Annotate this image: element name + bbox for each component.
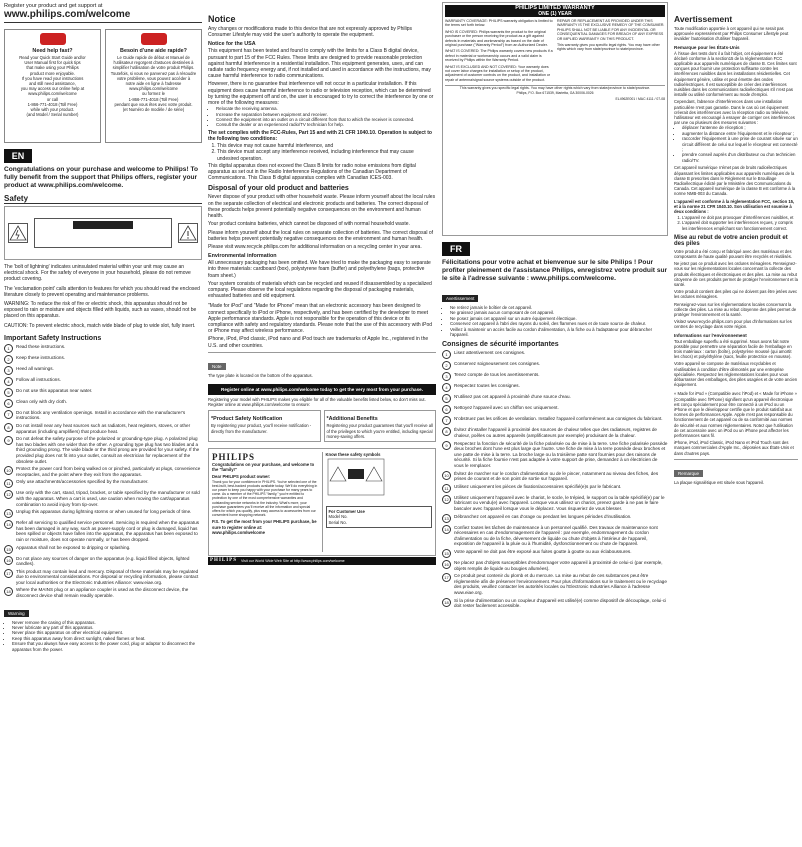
fr-warning-list	[442, 305, 668, 337]
step-text: Do not use this apparatus near water.	[16, 387, 93, 393]
philips-card-right	[322, 452, 433, 552]
help-line-fr: l'utilisateur regorgent d'astuces destinées à	[113, 60, 194, 66]
benefit-safety-title: *Product Safety Notification	[211, 416, 283, 423]
notice-condition: 1. This device may not cause harmful interference, and	[217, 143, 436, 149]
step-text: Tenez compte de tous les avertissements.	[454, 372, 540, 378]
help-line-fr: 1-866-771-4018 (Toll Free)	[128, 96, 179, 102]
notice-p3: However, there is no guarantee that interference will not occur in a particular installation. If this equipment does cause harmful interference to radio or television reception, which can be determined by turning the equipment off and on, the user is encouraged to try to correct the interference by one or more of the following measures:	[208, 81, 434, 107]
column-warranty-french	[442, 0, 668, 611]
card-tagline: Congratulations on your purchase, and welcome to the "family!"	[212, 461, 315, 473]
notice-bullet: • Consult the dealer or an experienced radio/TV technician for help.	[216, 122, 436, 127]
disposal-p5: All unnecessary packaging has been omitted. We have tried to make the packaging easy to separate into three materials: cardboard (box), polystyrene foam (buffer) and polyethylene (bags, protective foam sheet.)	[208, 260, 431, 279]
exclamation-icon	[178, 223, 198, 243]
instruction-item	[4, 569, 202, 586]
step-text: Évitez d'installer l'appareil à proximité des sources de chaleur telles que des radiateurs, registres de chaleur, poêles ou autres appareils (amplificateurs par exemple) produisant de la chaleur.	[454, 427, 657, 439]
lang-badge-en: EN	[4, 149, 32, 163]
fr-consigne-item	[442, 361, 668, 370]
warning-item: • Keep this apparatus away from direct sunlight, naked flames or heat.	[12, 636, 202, 641]
help-leaflet-fr	[105, 29, 202, 143]
warranty-p1: WARRANTY COVERAGE: PHILIPS warranty obligation is limited to the terms set forth below.	[445, 19, 553, 28]
instructions-title: Important Safety Instructions	[4, 334, 102, 342]
warranty-card	[442, 2, 668, 236]
fr-consigne-item	[442, 495, 668, 512]
step-number: 5	[442, 394, 451, 403]
benefit-additional-text: Registering your product guarantees that you'll receive all of the privileges to which you're entitled, including special money-saving offers.	[326, 423, 433, 439]
notice-p1: Any changes or modifications made to this device that are not expressly approved by Philips Consumer Lifestyle may void the user's authority to operate the equipment.	[208, 26, 412, 39]
step-text: Apparatus shall not be exposed to dripping or splashing.	[16, 544, 131, 550]
step-text: Respectez toutes les consignes.	[454, 383, 520, 389]
step-text: Évitez de marcher sur le cordon d'alimentation ou de le pincer, notamment au niveau des fiches, des prises de courant et de son point de sortie sur l'appareil.	[454, 470, 659, 482]
step-number: 4	[4, 377, 13, 386]
step-text: Si la prise d'alimentation ou un coupleur d'appareil est utilisé(e) comme dispositif de découplage, celui-ci doit rester facilement accessible.	[454, 597, 667, 609]
warranty-p4: WHAT IS EXCLUDED AND NOT COVERED: Your warranty does not cover labor charges for installation or setup of the product, adjustment of customer controls on the product, and installation or repair of antenna/signal source systems outside of the product.	[445, 64, 551, 82]
fr-e2: Votre appareil se compose de matériaux recyclables et réutilisables à condition d'être démontés par une entreprise spécialisée. Respectez les réglementations locales pour vous débarrasser des emballages, des piles usagées et de votre ancien équipement.	[674, 361, 798, 388]
step-text: Only use attachments/accessories specified by the manufacturer.	[16, 479, 149, 485]
card-url[interactable]: www.philips.com/welcome	[212, 529, 265, 535]
step-text: Utilisez uniquement l'appareil avec le chariot, le socle, le trépied, le support ou la table spécifié(e) par le fabricant ou vendu(e) avec l'appareil. Lorsque vous utilisez un chariot, prenez garde à ne pas le faire basculer avec l'appareil lorsque vous le déplacez. Vous risqueriez de vous blesser.	[454, 494, 665, 511]
step-text: N'obstruez pas les orifices de ventilation. Installez l'appareil conformément aux consignes du fabricant.	[454, 416, 663, 422]
help-line-fr: www.philips.com/welcome	[129, 86, 178, 92]
fr-consigne-item	[442, 560, 668, 571]
customer-use-title: For Customer Use	[328, 509, 365, 515]
disposal-title: Disposal of your old product and batteries	[208, 185, 349, 193]
step-number: 7	[442, 416, 451, 425]
fr-warning-item: • Conservez cet appareil à l'abri des rayons du soleil, des flammes nues et de toute source de chaleur.	[450, 321, 668, 326]
step-text: Clean only with dry cloth.	[16, 398, 68, 404]
step-text: Ce produit peut contenir du plomb et du mercure. La mise au rebut de ces substances peut être réglementée afin de préserver l'environnement. Pour plus d'informations sur le traitement ou le recyclage des produits, veuillez contacter les autorités locales ou l'Electronic Industries Alliance à l'adresse www.eiae.org.	[454, 573, 667, 595]
fr-consigne-item	[442, 514, 668, 523]
fr-d2: Ne jetez pas ce produit avec les ordures ménagères. Renseignez-vous sur les réglementations locales concernant la collecte des produits électriques et électroniques et des piles. La mise au rebut citoyenne de ces produits permet de protéger l'environnement et la santé.	[674, 261, 798, 287]
help-line-fr: votre problème, vous pouvez accéder à	[116, 75, 191, 81]
philips-logo: PHILIPS	[212, 451, 256, 462]
column-notice	[208, 0, 436, 565]
column-english-safety	[4, 0, 202, 652]
instruction-item	[4, 479, 202, 488]
fr-consigne-item	[442, 471, 668, 482]
fr-intro: Félicitations pour votre achat et bienvenue sur le site Philips ! Pour profiter pleinement de l'assistance Philips, enregistrez votre produit sur le site à l'adresse suivante : www.philips.com/welcome.	[442, 259, 668, 282]
note-tab: Note	[208, 363, 226, 370]
step-number: 4	[442, 383, 451, 392]
help-leaflet	[4, 29, 202, 143]
benefit-additional	[324, 410, 437, 442]
help-line: User Manual first for quick tips	[24, 60, 81, 66]
notice-title: Notice	[208, 14, 236, 24]
notice-p5: This digital apparatus does not exceed the Class B limits for radio noise emissions from digital apparatus as set out in the Radio Interference Regulations of the Canadian Department of Communications. This Class B digital apparatus complies with Canadian ICES-003.	[208, 162, 416, 182]
fr-warning-item: • Ne graissez jamais aucun composant de cet appareil.	[450, 310, 668, 315]
fr-note-box	[674, 459, 798, 485]
footer-logo: PHILIPS	[210, 558, 238, 564]
env-title: Environmental information	[208, 253, 277, 260]
safety-symbols-title: Know these safety symbols	[325, 451, 381, 457]
step-number: 17	[442, 573, 451, 582]
fr-consigne-item	[442, 525, 668, 547]
fr-d3: Votre produit contient des piles qui ne doivent pas être jetées avec les ordures ménagères.	[674, 289, 798, 300]
fr-consigne-item	[442, 394, 668, 403]
step-number: 15	[4, 545, 13, 554]
model-field[interactable]: Model No.	[328, 514, 348, 520]
step-text: Débranchez cet appareil en cas d'orage ou pendant les longues périodes d'inutilisation.	[454, 513, 632, 519]
fr-e4: iPhone, iPod, iPod Classic, iPod Nano et iPod Touch sont des marques commerciales d'Apple Inc., déposées aux États-Unis et dans d'autres pays.	[674, 440, 794, 456]
lightning-icon	[8, 223, 28, 243]
step-number: 8	[442, 427, 451, 436]
warranty-title: PHILIPS LIMITED WARRANTY	[445, 5, 665, 11]
fr-consigne-item	[442, 573, 668, 595]
instruction-item	[4, 399, 202, 408]
step-number: 11	[442, 484, 451, 493]
help-line: 1-866-771-4018 (Toll Free)	[27, 101, 78, 107]
step-text: This product may contain lead and mercury. Disposal of these materials may be regulated due to environmental considerations. For disposal or recycling information, please contact your local authorities or the Electronic Industries Alliance: www.eiae.org.	[16, 568, 199, 585]
register-bar: Register online at www.philips.com/welcome today to get the very most from your purchase.	[208, 384, 436, 395]
step-number: 12	[4, 490, 13, 499]
step-number: 7	[4, 410, 13, 419]
help-line: (and Model / Serial number)	[26, 112, 79, 118]
fr-notice-title: Avertissement	[674, 14, 733, 24]
warning-item: • Ensure that you always have easy access to the power cord, plug or adaptor to disconnect the apparatus from the power.	[12, 641, 202, 652]
benefit-safety-text: By registering your product, you'll receive notification - directly from the manufacturer.	[211, 423, 312, 434]
step-number: 2	[442, 361, 451, 370]
warranty-left	[445, 19, 553, 82]
notice-p2: This equipment has been tested and found to comply with the limits for a Class B digital device, pursuant to part 15 of the FCC Rules. These limits are designed to provide reasonable protection against harmful interference in a residential installation. This equipment generates, uses, and can radiate radio frequency energy and, if not installed and used in accordance with the instructions, may cause harmful interference to radio communications.	[208, 48, 431, 80]
fr-usa: Remarque pour les États-Unis	[674, 44, 740, 50]
notice-usa: Notice for the USA	[208, 41, 256, 48]
step-number: 15	[442, 549, 451, 558]
disposal-p7: "Made for iPod" and "Made for iPhone" mean that an electronic accessory has been designed to connect specifically to iPod or iPhone, respectively, and has been certified by the developer to meet Apple performance standards. Apple is not responsible for the operation of this device or its compliance with safety and regulatory standards. Please note that the use of this accessory with iPod or iPhone may affect wireless performance.	[208, 303, 433, 335]
fr-d4: Renseignez-vous sur les réglementations locales concernant la collecte des piles. La mise au rebut citoyenne des piles permet de protéger l'environnement et la santé.	[674, 301, 797, 317]
instruction-item	[4, 388, 202, 397]
safety-title: Safety	[4, 194, 202, 204]
fr-consigne-item	[442, 350, 668, 359]
notice-condition: 2. This device must accept any interference received, including interference that may cause undesired operation.	[217, 149, 436, 161]
fr-consigne-item	[442, 405, 668, 414]
warning-item: • Never place this apparatus on other electrical equipment.	[12, 630, 202, 635]
help-title-fr: Besoin d'une aide rapide?	[120, 48, 187, 54]
instruction-item	[4, 545, 202, 554]
step-number: 8	[4, 423, 13, 432]
fr-e3: « Made for iPod » (Compatible avec l'iPod) et « Made for iPhone » (Compatible avec l'iPhone) signifient qu'un appareil électronique est conçu spécialement pour être connecté à un iPod ou un iPhone et que le développeur certifie que le produit satisfait aux normes de performances Apple. Apple n'est pas responsable du fonctionnement de cet appareil ou de sa conformité aux normes de sécurité et aux normes réglementaires. Notez que l'utilisation de cet accessoire avec un iPod ou un iPhone peut affecter les performances sans fil.	[674, 391, 798, 439]
help-line-fr: ou formez le	[141, 91, 166, 97]
step-number: 18	[4, 587, 13, 596]
step-text: Heed all warnings.	[16, 365, 54, 371]
warranty-p2: WHO IS COVERED: Philips warrants the product to the original purchaser or the person receiving the product as a gift against defects in materials and workmanship as based on the date of original purchase ("Warranty Period") from an Authorized Dealer.	[445, 29, 548, 48]
step-text: N'utilisez pas cet appareil à proximité d'une source d'eau.	[454, 394, 571, 400]
warning-item: • Never lubricate any part of this apparatus.	[12, 625, 202, 630]
fr-conditions	[674, 215, 798, 231]
help-line-fr: pendant que vous êtes avec votre produit.	[114, 101, 193, 107]
fr-condition: 1. L'appareil ne doit pas provoquer d'interférences nuisibles, et	[682, 215, 798, 220]
fr-note-tab: Remarque	[674, 470, 703, 477]
step-number: 5	[4, 388, 13, 397]
step-number: 18	[442, 598, 451, 607]
step-number: 13	[4, 509, 13, 518]
fr-warning-box	[442, 287, 668, 337]
step-text: Respectez la fonction de sécurité de la fiche polarisée ou de mise à la terre. Une fiche polarisée possède deux broches dont l'une est plus large que l'autre. Une fiche de mise à la terre possède deux broches et une patte de mise à la terre. La broche large ou la troisième patte sont fournies pour des raisons de sécurité. Si la fiche fournie n'est pas adaptée à votre support de prise, demandez à un électricien de vous le remplacer.	[454, 440, 668, 468]
step-number: 10	[4, 466, 13, 475]
footer-text: Visit our World Wide Web Site at http://www.philips.com/welcome	[241, 558, 345, 563]
notice-bullet: • Relocate the receiving antenna.	[216, 106, 436, 111]
warning-item: • Never remove the casing of this apparatus.	[12, 620, 202, 625]
disposal-p6: Your system consists of materials which can be recycled and reused if disassembled by a specialized company. Please observe the local regulations regarding the disposal of packaging materials, exhausted batteries and old equipment.	[208, 280, 432, 300]
help-logo-icon	[40, 33, 66, 45]
instruction-item	[4, 466, 202, 477]
fr-warning-tab: Avertissement	[442, 295, 478, 302]
fr-p3: Cependant, l'absence d'interférences dans une installation particulière n'est pas garantie. Dans le cas où cet équipement créerait des interférences avec la réception radio ou télévisée, l'utilisateur est encouragé à essayer de corriger ces interférences par une ou plusieurs des mesures suivantes :	[674, 99, 795, 126]
fr-warning-item: • Veillez à maintenir un accès facile au cordon d'alimentation, à la fiche ou à l'adaptateur pour débrancher l'appareil.	[450, 327, 668, 338]
step-text: Votre appareil ne doit pas être exposé aux fuites goutte à goutte ou aux éclaboussures.	[454, 548, 632, 554]
help-line: product more enjoyable.	[30, 70, 75, 76]
fr-e1: Tout emballage superflu a été supprimé. Nous avons fait notre possible pour permettre une séparation facile de l'emballage en trois matériaux : carton (boîte), polystyrène moussé (qui amortit les chocs) et polyéthylène (sacs, feuille protectrice en mousse).	[674, 338, 792, 360]
help-text-fr	[109, 55, 198, 112]
warning-tab: Warning	[4, 610, 29, 617]
fr-bullet: • déplacer l'antenne de réception ;	[682, 125, 798, 130]
instruction-item	[4, 509, 202, 518]
step-number: 6	[442, 405, 451, 414]
fr-warning-item: • Ne retirez jamais le boîtier de cet appareil.	[450, 305, 668, 310]
instruction-item	[4, 490, 202, 507]
card-body: Thank you for your confidence in PHILIPS. You've selected one of the best-built, best-backed products available today. We'll do everything in our power to keep you happy with your purchase for many years to come. As a member of the PHILIPS "family," you're entitled to protection by one of the most comprehensive warranties and outstanding service networks in the industry. What's more, your purchase guarantees you'll receive all the information and special offers for which you qualify, plus easy access to accessories from our convenient home shopping network.	[212, 479, 318, 518]
help-logo-icon	[141, 33, 167, 45]
step-number: 16	[442, 560, 451, 569]
fr-consigne-item	[442, 383, 668, 392]
register-line: Register your product and get support at	[4, 3, 103, 9]
exclamation-text: The 'exclamation point' calls attention to features for which you should read the enclosed literature closely to prevent operating and maintenance problems.	[4, 285, 200, 298]
card-salutation: Dear PHILIPS product owner:	[212, 474, 271, 480]
fr-note-text: La plaque signalétique est située sous l'appareil.	[674, 479, 764, 485]
register-card	[208, 384, 436, 442]
notice-bullets	[208, 106, 436, 128]
notice-conditions	[208, 143, 436, 162]
help-text	[8, 55, 97, 117]
help-line-fr: Le Guide rapide de début et Manuel de	[117, 55, 190, 60]
instruction-item	[4, 355, 202, 364]
step-text: Where the MAINS plug or an appliance coupler is used as the disconnect device, the disconnect device shall remain readily operable.	[16, 587, 189, 599]
register-small: Registering your model with PHILIPS makes you eligible for all of the valuable benefits listed below, so don't miss out. Register online at www.philips.com/welcome to ensure:	[208, 396, 426, 408]
warranty-code: EL4962E001 / MAC 4111 / 07-08	[615, 96, 665, 101]
instruction-item	[4, 410, 202, 421]
fr-bullets	[674, 125, 798, 163]
warranty-subtitle: ONE (1) YEAR	[445, 11, 665, 17]
fr-consigne-item	[442, 441, 668, 469]
customer-use-box	[326, 506, 433, 528]
step-number: 16	[4, 556, 13, 565]
help-line: www.philips.com/welcome	[28, 91, 77, 97]
instruction-item	[4, 423, 202, 434]
fr-bullet: • augmenter la distance entre l'équipement et le récepteur ;	[682, 131, 798, 136]
step-text: Utilisez uniquement les pièces de fixation/accessoires spécifié(e)s par le fabricant.	[454, 483, 622, 489]
fr-p4: Cet appareil numérique n'émet pas de bruits radioélectriques dépassant les limites applicables aux appareils numériques de la classe B prescrites dans le Règlement sur le Brouillage Radioélectrique édicté par le Ministère des Communications du Canada. Cet appareil numérique de la classe B est conforme à la norme NMB-003 du Canada.	[674, 165, 796, 197]
step-text: Do not block any ventilation openings. Install in accordance with the manufacturer's instructions.	[16, 409, 186, 421]
step-text: Use only with the cart, stand, tripod, bracket, or table specified by the manufacturer or sold with the apparatus. When a cart is used, use caution when moving the cart/apparatus combination to avoid injury from tip-over.	[16, 490, 200, 507]
philips-card	[208, 448, 436, 556]
warranty-right	[557, 19, 665, 82]
card-footer	[208, 557, 436, 565]
instruction-item	[4, 587, 202, 598]
step-number: 17	[4, 569, 13, 578]
help-line-fr: Toutefois, si vous ne parvenez pas à résoudre	[110, 70, 197, 76]
benefit-safety	[208, 410, 321, 442]
step-number: 12	[442, 495, 451, 504]
fr-consigne-item	[442, 372, 668, 381]
step-text: Unplug this apparatus during lightning storms or when unused for long periods of time.	[16, 509, 192, 515]
step-number: 6	[4, 399, 13, 408]
instruction-item	[4, 344, 202, 353]
fr-consigne-item	[442, 484, 668, 493]
step-number: 9	[4, 436, 13, 445]
benefit-boxes	[208, 410, 436, 442]
disposal-p3: Please inform yourself about the local rules on separate collection of batteries. The correct disposal of batteries helps prevent potentially negative consequences on the environment and human health.	[208, 229, 434, 242]
disposal-p8: iPhone, iPod, iPod classic, iPod nano and iPod touch are trademarks of Apple Inc., registered in the U.S. and other countries.	[208, 336, 429, 349]
help-line-fr: (et Numéro de modèle / de série)	[122, 107, 185, 113]
help-line-fr: notre aide en ligne à l'adresse	[125, 81, 182, 87]
step-number: 2	[4, 355, 13, 364]
fr-consigne-item	[442, 416, 668, 425]
fr-warning-item: • Ne posez jamais cet appareil sur un autre équipement électrique.	[450, 316, 668, 321]
step-text: Do not defeat the safety purpose of the polarized or grounding-type plug. A polarized plug has two blades with one wider than the other. A grounding type plug has two blades and a third grounding prong. The wide blade or the third prong are provided for your safety. If the provided plug does not fit into your outlet, consult an electrician for replacement of the obsolete outlet.	[16, 436, 200, 464]
warranty-p3: WHAT IS COVERED: The Philips warranty covers new products if a defect in material or workmanship occurs and a valid claim is received by Philips within the Warranty Period.	[445, 49, 553, 63]
fr-consignes-list	[442, 350, 668, 608]
step-number: 3	[4, 366, 13, 375]
step-text: Nettoyez l'appareil avec un chiffon sec uniquement.	[454, 405, 559, 411]
step-text: Keep these instructions.	[16, 354, 66, 360]
fr-consignes-title: Consignes de sécurité importantes	[442, 341, 559, 349]
help-line: you may access our online help at	[20, 86, 85, 92]
step-number: 14	[4, 520, 13, 529]
fr-consigne-item	[442, 598, 668, 609]
fr-bullet: • raccorder l'équipement à une prise de courant située sur un circuit différent de celui sur lequel le récepteur est connecté ;	[682, 136, 798, 152]
step-text: Confiez toutes les tâches de maintenance à un personnel qualifié. Des travaux de maintenance sont nécessaires en cas d'endommagement de l'appareil : par exemple, endommagement du cordon d'alimentation ou de la fiche, déversement de liquide ou chute d'objets à l'intérieur de l'appareil, exposition de l'appareil à la pluie ou à l'humidité, dysfonctionnement ou chute de l'appareil.	[454, 524, 658, 547]
notice-p4: The set complies with the FCC-Rules, Part 15 and with 21 CFR 1040.10. Operation is subject to the following two conditions:	[208, 129, 432, 143]
warranty-footer: This warranty gives you specific legal rights. You may have other rights which vary from state/province to state/province.	[445, 85, 665, 91]
note-text: The type plate is located on the bottom of the apparatus.	[208, 372, 313, 378]
step-number: 1	[442, 350, 451, 359]
instruction-item	[4, 436, 202, 464]
instruction-item	[4, 377, 202, 386]
intro-text: Congratulations on your purchase and welcome to Philips! To fully benefit from the support that Philips offers, register your product at www.philips.com/welcome.	[4, 166, 199, 189]
help-line: while with your product.	[30, 107, 75, 113]
fr-d5: Visitez www.recycle.philips.com pour plus d'informations sur les centres de recyclage dans votre région.	[674, 319, 792, 330]
warranty-columns	[445, 19, 665, 82]
warning-list	[4, 620, 202, 652]
step-text: Protect the power cord from being walked on or pinched, particularly at plugs, convenience receptacles, and the point where they exit from the apparatus.	[16, 466, 201, 477]
instruction-item	[4, 366, 202, 375]
fr-condition: 2. L'appareil doit supporter les interférences reçues, y compris les interférences empêchant son fonctionnement correct.	[682, 220, 798, 230]
step-text: Read these instructions.	[16, 343, 66, 349]
benefit-additional-title: *Additional Benefits	[326, 416, 378, 423]
step-number: 10	[442, 471, 451, 480]
instruction-item	[4, 520, 202, 542]
bolt-text: The 'bolt of lightning' indicates uninsulated material within your unit may cause an electrical shock. For the safety of everyone in your household, please do not remove product covering.	[4, 264, 191, 283]
fr-d1: Votre produit a été conçu et fabriqué avec des matériaux et des composants de haute qualité pouvant être recyclés et réutilisés.	[674, 248, 793, 259]
step-text: Lisez attentivement ces consignes.	[454, 350, 526, 356]
lang-badge-fr: FR	[442, 242, 470, 256]
help-line: If you have read your instructions	[21, 75, 84, 81]
header-url[interactable]: www.philips.com/welcome	[4, 9, 131, 20]
help-line: or call	[46, 96, 59, 102]
fr-p2: À l'issue des tests dont il a fait l'objet, cet équipement a été déclaré conforme à la section15 de la réglementation FCC applicable aux appareils numériques de classe B. Ces limites sont conçues pour fournir une protection suffisante contre les interférences nuisibles dans les installations résidentielles. Cet équipement génère, utilise et peut émettre des ondes radioélectriques. Il est susceptible de créer des interférences nuisibles dans les communications radioélectriques s'il n'est pas installé ou utilisé conformément au mode d'emploi.	[674, 50, 797, 98]
safety-symbols	[4, 206, 202, 260]
serial-field[interactable]: Serial No.	[328, 519, 347, 525]
warning-box	[4, 602, 202, 652]
warranty-p6: This warranty gives you specific legal rights. You may have other rights which vary from state/province to state/province.	[557, 43, 660, 52]
disposal-p2: Your product contains batteries, which cannot be disposed of with normal household waste.	[208, 221, 410, 228]
step-number: 13	[442, 514, 451, 523]
step-text: Ne placez pas d'objets susceptibles d'endommager votre appareil à proximité de celui-ci (par exemple, objets remplis de liquide ou bougies allumées).	[454, 559, 663, 571]
instruction-item	[4, 556, 202, 567]
note-box	[208, 352, 436, 378]
step-text: Do not install near any heat sources such as radiators, heat registers, stoves, or other apparatus (including amplifiers) that produce heat.	[16, 423, 191, 434]
fr-consigne-item	[442, 549, 668, 558]
help-leaflet-en	[4, 29, 101, 143]
card-close: P.S. To get the most from your PHILIPS purchase, be sure to register online at:	[212, 519, 317, 530]
fr-bullet: • prendre conseil auprès d'un distributeur ou d'un technicien radio/TV.	[682, 152, 798, 163]
help-line: Read your Quick Start Guide and/or	[19, 55, 86, 60]
step-text: Refer all servicing to qualified service personnel. Servicing is required when the apparatus has been damaged in any way, such as power-supply cord or plug is damaged, liquid has been spilled or objects have fallen into the apparatus, the apparatus has been exposed to rain or moisture, does not operate normally, or has been dropped.	[16, 520, 200, 542]
disposal-p4: Please visit www.recycle.philips.com for additional information on a recycling center in your area.	[208, 243, 422, 250]
help-line: that make using your Philips	[26, 65, 79, 71]
step-text: Follow all instructions.	[16, 376, 61, 382]
step-text: Do not place any sources of danger on the apparatus (e.g. liquid filled objects, lighted candles).	[16, 555, 190, 567]
fr-disposal-title: Mise au rebut de votre ancien produit et des piles	[674, 234, 788, 247]
help-line-fr: simplifier l'utilisation de votre produit Philips.	[112, 65, 195, 71]
fr-env-title: Informations sur l'environnement	[674, 332, 747, 338]
notice-bullet: • Connect the equipment into an outlet on a circuit different from that to which the receiver is connected.	[216, 117, 436, 122]
safety-warning: WARNING: To reduce the risk of fire or electric shock, this apparatus should not be exposed to rain or moisture and objects filled with liquids, such as vases, should not be placed on this apparatus.	[4, 301, 197, 320]
instructions-list	[4, 344, 202, 599]
step-number: 9	[442, 441, 451, 450]
safety-symbols-icon	[326, 457, 386, 497]
notice-bullet: • Increase the separation between equipment and receiver.	[216, 112, 436, 117]
step-text: Conservez soigneusement ces consignes.	[454, 361, 541, 367]
step-number: 1	[4, 344, 13, 353]
safety-caution: CAUTION: To prevent electric shock, match wide blade of plug to wide slot, fully insert.	[4, 322, 196, 329]
warranty-address: Philips, P.O. Box 671539, Marietta, GA 30006-0026	[516, 91, 594, 96]
disposal-p1: Never dispose of your product with other household waste. Please inform yourself about the local rules on the separate collection of electrical and electronic products and batteries. The correct disposal of these products helps prevent potentially negative consequences on the environment and human health.	[208, 194, 436, 220]
fr-consigne-item	[442, 427, 668, 438]
philips-card-left	[212, 452, 319, 552]
help-line: and still need assistance,	[29, 81, 76, 87]
warranty-p5: REPAIR OR REPLACEMENT AS PROVIDED UNDER THIS WARRANTY IS THE EXCLUSIVE REMEDY OF THE CONSUMER. PHILIPS SHALL NOT BE LIABLE FOR ANY INCIDENTAL OR CONSEQUENTIAL DAMAGES FOR BREACH OF ANY EXPRESS OR IMPLIED WARRANTY ON THIS PRODUCT.	[557, 19, 665, 41]
step-number: 14	[442, 525, 451, 534]
step-number: 11	[4, 479, 13, 488]
step-number: 3	[442, 372, 451, 381]
column-french-notice	[674, 0, 798, 485]
caution-box	[34, 218, 172, 248]
help-title: Need help fast?	[32, 48, 73, 54]
fr-p1: Toute modification apportée à cet appareil qui ne serait pas approuvée expressément par Philips Consumer Lifestyle peut invalider l'autorisation d'utiliser l'appareil.	[674, 26, 789, 42]
fr-p5: L'appareil est conforme à la réglementation FCC, section 15, et à la norme 21 CFR 1040.10. Son utilisation est soumise à deux conditions :	[674, 198, 795, 214]
